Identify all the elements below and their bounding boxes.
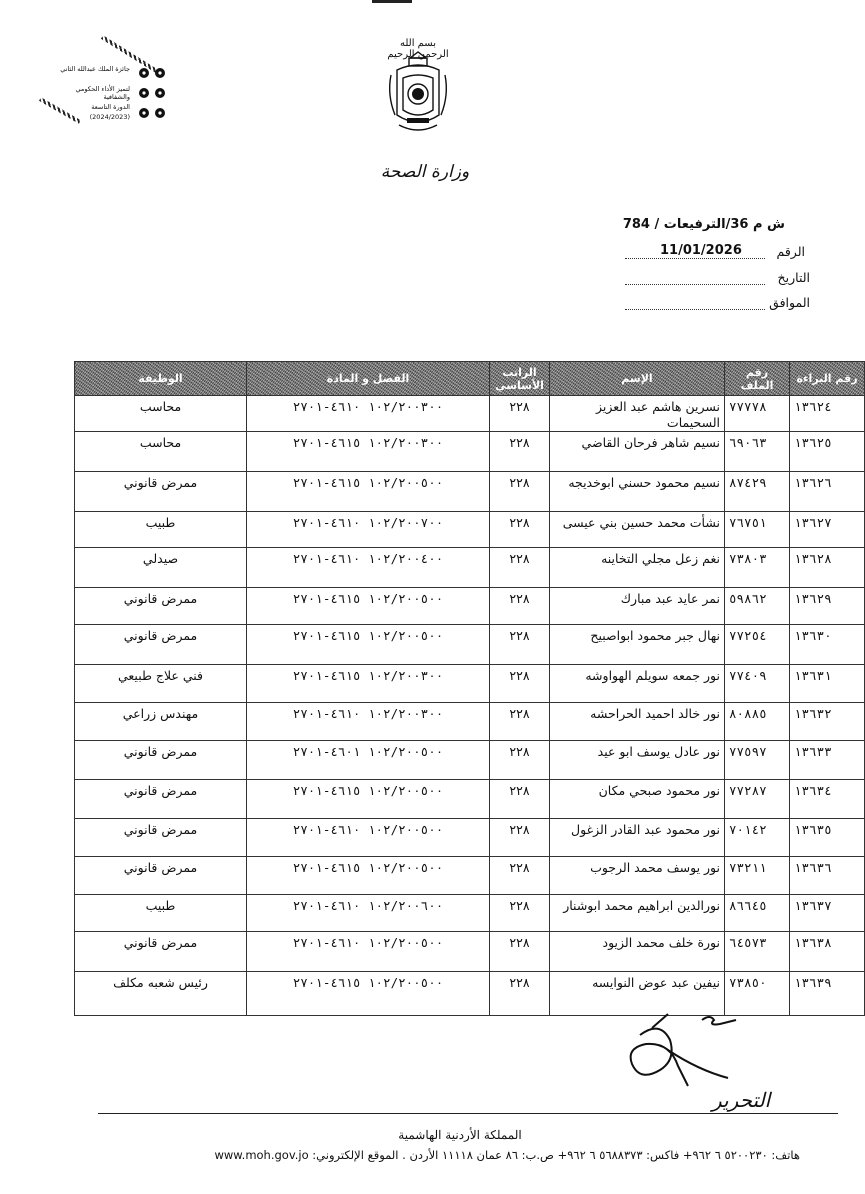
cell-employee-no: ٧٧٥٩٧ <box>725 741 790 780</box>
cell-employee-no: ٧٣٢١١ <box>725 857 790 895</box>
cell-name: نسيم شاهر فرحان القاضي <box>550 432 725 472</box>
cell-grade: ٢٢٨ <box>490 932 550 972</box>
cell-name: نور محمود صبحي مكان <box>550 780 725 819</box>
cell-employee-no: ٦٤٥٧٣ <box>725 932 790 972</box>
footer-rule <box>98 1113 838 1114</box>
table-row <box>75 665 865 703</box>
cell-job: ممرض قانوني <box>75 932 247 972</box>
basmala: بسم الله الرحمن الرحيم <box>387 38 449 60</box>
cell-job: رئيس شعبه مكلف <box>75 972 247 1016</box>
header-employee-no: رقم الملف <box>725 362 790 396</box>
cell-serial: ١٣٦٣٢ <box>790 703 865 741</box>
award-stars-icon <box>132 63 172 125</box>
cell-serial: ١٣٦٣٧ <box>790 895 865 932</box>
cell-name: نور عادل يوسف ابو عيد <box>550 741 725 780</box>
cell-grade: ٢٢٨ <box>490 741 550 780</box>
reference-date: 11/01/2026 <box>660 243 742 258</box>
cell-serial: ١٣٦٣٦ <box>790 857 865 895</box>
table-row <box>75 548 865 588</box>
cell-grade: ٢٢٨ <box>490 548 550 588</box>
cell-employee-no: ٧٧٢٥٤ <box>725 625 790 665</box>
cell-account: ١٠٢/٢٠٠٣٠٠ ٤٦١٠-٢٧٠١ <box>247 396 490 432</box>
header-grade: الراتب الأساسي <box>490 362 550 396</box>
cell-job: محاسب <box>75 396 247 432</box>
footer-contact: هاتف: ٥٢٠٠٢٣٠ ٦ ٩٦٢+ فاكس: ٥٦٨٨٣٧٣ ٦ ٩٦٢+ ص.ب: ٨٦ عمان ١١١١٨ الأردن . الموقع الإلكتروني: www.moh.gov.jo <box>214 1148 800 1162</box>
promotions-table <box>74 361 865 1016</box>
cell-serial: ١٣٦٢٩ <box>790 588 865 625</box>
cell-account: ١٠٢/٢٠٠٥٠٠ ٤٦١٥-٢٧٠١ <box>247 780 490 819</box>
cell-grade: ٢٢٨ <box>490 819 550 857</box>
table-row <box>75 703 865 741</box>
cell-serial: ١٣٦٣١ <box>790 665 865 703</box>
cell-account: ١٠٢/٢٠٠٣٠٠ ٤٦١٥-٢٧٠١ <box>247 665 490 703</box>
number-label: الرقم <box>776 244 805 259</box>
cell-job: ممرض قانوني <box>75 625 247 665</box>
cell-grade: ٢٢٨ <box>490 780 550 819</box>
table-row <box>75 857 865 895</box>
cell-serial: ١٣٦٣٠ <box>790 625 865 665</box>
editor-label: التحرير <box>712 1088 771 1112</box>
cell-grade: ٢٢٨ <box>490 665 550 703</box>
header-job: الوظيفة <box>75 362 247 396</box>
cell-name: نهال جبر محمود ابواصبيح <box>550 625 725 665</box>
cell-employee-no: ٧٦٧٥١ <box>725 512 790 548</box>
cell-account: ١٠٢/٢٠٠٥٠٠ ٤٦١٥-٢٧٠١ <box>247 472 490 512</box>
cell-employee-no: ٧٠١٤٢ <box>725 819 790 857</box>
cell-job: ممرض قانوني <box>75 472 247 512</box>
cell-serial: ١٣٦٣٨ <box>790 932 865 972</box>
cell-name: نور يوسف محمد الرجوب <box>550 857 725 895</box>
cell-job: ممرض قانوني <box>75 857 247 895</box>
cell-grade: ٢٢٨ <box>490 895 550 932</box>
cell-name: نسيم محمود حسني ابوخديجه <box>550 472 725 512</box>
cell-employee-no: ٧٧٧٧٨ <box>725 396 790 432</box>
table-row <box>75 512 865 548</box>
jordan-crest-icon <box>385 30 451 150</box>
cell-name: نمر عايد عبد مبارك <box>550 588 725 625</box>
date-field-dots <box>625 284 765 285</box>
cell-employee-no: ٧٣٨٠٣ <box>725 548 790 588</box>
footer-country: المملكة الأردنية الهاشمية <box>398 1128 522 1142</box>
header-name: الإسم <box>550 362 725 396</box>
cell-account: ١٠٢/٢٠٠٥٠٠ ٤٦٠١-٢٧٠١ <box>247 741 490 780</box>
cell-grade: ٢٢٨ <box>490 972 550 1016</box>
cell-serial: ١٣٦٢٥ <box>790 432 865 472</box>
cell-job: طبيب <box>75 512 247 548</box>
cell-employee-no: ٧٧٢٨٧ <box>725 780 790 819</box>
corresponding-label: الموافق <box>769 295 810 310</box>
award-line-1: جائزة الملك عبدالله الثاني <box>60 65 130 73</box>
cell-job: طبيب <box>75 895 247 932</box>
table-row <box>75 819 865 857</box>
cell-serial: ١٣٦٢٨ <box>790 548 865 588</box>
cell-job: صيدلي <box>75 548 247 588</box>
table-row <box>75 625 865 665</box>
cell-name: نشأت محمد حسين بني عيسى <box>550 512 725 548</box>
table-row <box>75 432 865 472</box>
header-account: الفصل و المادة <box>247 362 490 396</box>
table-row <box>75 780 865 819</box>
cell-employee-no: ٧٣٨٥٠ <box>725 972 790 1016</box>
cell-grade: ٢٢٨ <box>490 512 550 548</box>
reference-number: ش م 36/الترفيعات / 784 <box>622 217 785 232</box>
table-row <box>75 972 865 1016</box>
cell-employee-no: ٦٩٠٦٣ <box>725 432 790 472</box>
cell-name: نيفين عبد عوض النوايسه <box>550 972 725 1016</box>
cell-account: ١٠٢/٢٠٠٧٠٠ ٤٦١٠-٢٧٠١ <box>247 512 490 548</box>
cell-employee-no: ٥٩٨٦٢ <box>725 588 790 625</box>
cell-name: نورة خلف محمد الزيود <box>550 932 725 972</box>
cell-grade: ٢٢٨ <box>490 432 550 472</box>
award-line-2: لتميز الأداء الحكومي والشفافية <box>75 85 130 102</box>
table-header-row <box>75 362 865 396</box>
table-row <box>75 932 865 972</box>
date-label: التاريخ <box>777 270 810 285</box>
cell-name: نورالدين ابراهيم محمد ابوشنار <box>550 895 725 932</box>
cell-account: ١٠٢/٢٠٠٥٠٠ ٤٦١٥-٢٧٠١ <box>247 588 490 625</box>
corresponding-field-dots <box>625 309 765 310</box>
cell-account: ١٠٢/٢٠٠٥٠٠ ٤٦١٥-٢٧٠١ <box>247 625 490 665</box>
cell-account: ١٠٢/٢٠٠٥٠٠ ٤٦١٠-٢٧٠١ <box>247 819 490 857</box>
cell-grade: ٢٢٨ <box>490 625 550 665</box>
table-row <box>75 741 865 780</box>
cell-account: ١٠٢/٢٠٠٦٠٠ ٤٦١٠-٢٧٠١ <box>247 895 490 932</box>
cell-employee-no: ٨٧٤٢٩ <box>725 472 790 512</box>
cell-grade: ٢٢٨ <box>490 588 550 625</box>
cell-account: ١٠٢/٢٠٠٤٠٠ ٤٦١٠-٢٧٠١ <box>247 548 490 588</box>
cell-employee-no: ٧٧٤٠٩ <box>725 665 790 703</box>
table-row <box>75 588 865 625</box>
cell-account: ١٠٢/٢٠٠٣٠٠ ٤٦١٥-٢٧٠١ <box>247 432 490 472</box>
cell-grade: ٢٢٨ <box>490 396 550 432</box>
cell-account: ١٠٢/٢٠٠٣٠٠ ٤٦١٠-٢٧٠١ <box>247 703 490 741</box>
header-serial: رقم البراءة <box>790 362 865 396</box>
cell-name: نغم زعل مجلي التخاينه <box>550 548 725 588</box>
cell-serial: ١٣٦٣٣ <box>790 741 865 780</box>
cell-job: ممرض قانوني <box>75 819 247 857</box>
cell-account: ١٠٢/٢٠٠٥٠٠ ٤٦١٠-٢٧٠١ <box>247 932 490 972</box>
ministry-name: وزارة الصحة <box>380 162 470 182</box>
award-line-4: (2024/2023) <box>89 113 130 121</box>
cell-serial: ١٣٦٢٧ <box>790 512 865 548</box>
cell-grade: ٢٢٨ <box>490 472 550 512</box>
cell-name: نور محمود عبد القادر الزغول <box>550 819 725 857</box>
cell-name: نور جمعه سويلم الهواوشه <box>550 665 725 703</box>
cell-grade: ٢٢٨ <box>490 703 550 741</box>
cell-job: محاسب <box>75 432 247 472</box>
table-row <box>75 472 865 512</box>
cell-job: ممرض قانوني <box>75 780 247 819</box>
award-stamp <box>40 35 175 130</box>
table-row <box>75 895 865 932</box>
top-edge-mark <box>372 0 412 3</box>
cell-serial: ١٣٦٣٩ <box>790 972 865 1016</box>
award-line-3: الدورة التاسعة <box>91 103 130 111</box>
cell-employee-no: ٨٠٨٨٥ <box>725 703 790 741</box>
cell-account: ١٠٢/٢٠٠٥٠٠ ٤٦١٥-٢٧٠١ <box>247 972 490 1016</box>
table-row <box>75 396 865 432</box>
cell-name: نور خالد احميد الحراحشه <box>550 703 725 741</box>
cell-job: ممرض قانوني <box>75 741 247 780</box>
cell-serial: ١٣٦٣٤ <box>790 780 865 819</box>
cell-grade: ٢٢٨ <box>490 857 550 895</box>
cell-serial: ١٣٦٢٤ <box>790 396 865 432</box>
cell-employee-no: ٨٦٦٤٥ <box>725 895 790 932</box>
cell-serial: ١٣٦٢٦ <box>790 472 865 512</box>
date-dots <box>625 258 765 259</box>
cell-account: ١٠٢/٢٠٠٥٠٠ ٤٦١٥-٢٧٠١ <box>247 857 490 895</box>
cell-job: فني علاج طبيعي <box>75 665 247 703</box>
cell-job: ممرض قانوني <box>75 588 247 625</box>
cell-job: مهندس زراعي <box>75 703 247 741</box>
cell-serial: ١٣٦٣٥ <box>790 819 865 857</box>
cell-name: نسرين هاشم عبد العزيز السحيمات <box>550 396 725 432</box>
